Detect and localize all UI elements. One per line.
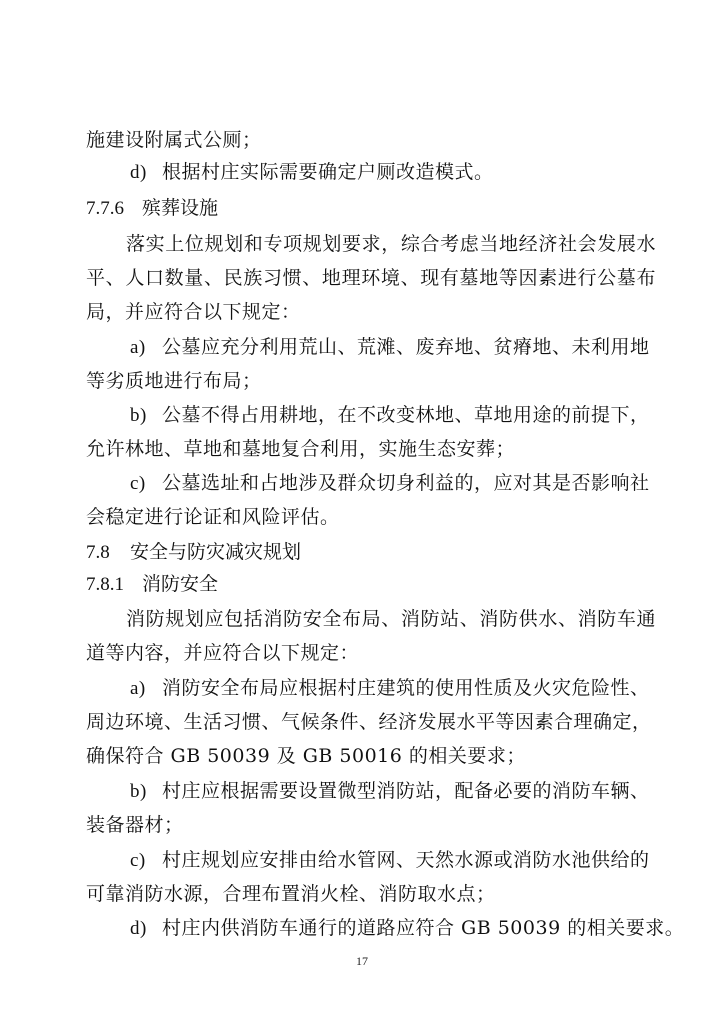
item-label: c): [130, 850, 146, 871]
item-label: b): [130, 405, 147, 426]
list-item-continuation: 确保符合 GB 50039 及 GB 50016 的相关要求；: [86, 745, 526, 767]
list-item-b: [130, 403, 656, 428]
text-line: 施建设附属式公厕；: [86, 129, 262, 151]
item-text: 消防安全布局应根据村庄建筑的使用性质及火灾危险性、: [162, 677, 650, 699]
list-item-b: [130, 779, 656, 804]
section-title: 殡葬设施: [142, 197, 219, 219]
paragraph-line: 消防规划应包括消防安全布局、消防站、消防供水、消防车通: [126, 608, 656, 630]
item-text: 村庄规划应安排由给水管网、天然水源或消防水池供给的: [162, 849, 650, 871]
page-number: 17: [356, 954, 368, 968]
item-label: c): [130, 473, 146, 494]
section-title: 消防安全: [142, 573, 219, 595]
list-item-continuation: 会稳定进行论证和风险评估。: [86, 506, 340, 528]
list-item-c: [130, 848, 656, 873]
item-label: d): [130, 162, 147, 183]
section-heading-7-8: [86, 540, 301, 565]
section-number: 7.8.1: [86, 574, 124, 595]
list-item-d: [130, 160, 700, 185]
item-label: a): [130, 678, 146, 699]
list-item-d: [130, 916, 685, 941]
list-item-continuation: 等劣质地进行布局；: [86, 370, 262, 392]
section-heading-7-8-1: [86, 572, 218, 597]
item-text: 村庄内供消防车通行的道路应符合 GB 50039 的相关要求。: [162, 917, 685, 939]
list-item-c: [130, 471, 656, 496]
list-item-continuation: 装备器材；: [86, 814, 184, 836]
item-text: 村庄应根据需要设置微型消防站，配备必要的消防车辆、: [162, 780, 650, 802]
item-text: 公墓应充分利用荒山、荒滩、废弃地、贫瘠地、未利用地: [162, 336, 650, 358]
paragraph-line: 局，并应符合以下规定：: [86, 301, 301, 323]
item-label: b): [130, 781, 147, 802]
section-number: 7.7.6: [86, 198, 124, 219]
list-item-a: [130, 335, 656, 360]
item-label: a): [130, 337, 146, 358]
section-number: 7.8: [86, 542, 110, 563]
list-item-continuation: 周边环境、生活习惯、气候条件、经济发展水平等因素合理确定，: [86, 711, 652, 733]
list-item-a: [130, 676, 656, 701]
item-text: 根据村庄实际需要确定户厕改造模式。: [162, 161, 494, 183]
paragraph-line: 落实上位规划和专项规划要求，综合考虑当地经济社会发展水: [126, 233, 656, 255]
list-item-continuation: 可靠消防水源，合理布置消火栓、消防取水点；: [86, 883, 496, 905]
paragraph-line: 平、人口数量、民族习惯、地理环境、现有墓地等因素进行公墓布: [86, 267, 656, 289]
section-title: 安全与防灾减灾规划: [130, 541, 302, 563]
item-label: d): [130, 918, 147, 939]
item-text: 公墓选址和占地涉及群众切身利益的，应对其是否影响社: [162, 472, 650, 494]
section-heading-7-7-6: [86, 196, 218, 221]
item-text: 公墓不得占用耕地，在不改变林地、草地用途的前提下，: [162, 404, 650, 426]
list-item-continuation: 允许林地、草地和墓地复合利用，实施生态安葬；: [86, 438, 516, 460]
paragraph-line: 道等内容，并应符合以下规定：: [86, 642, 360, 664]
